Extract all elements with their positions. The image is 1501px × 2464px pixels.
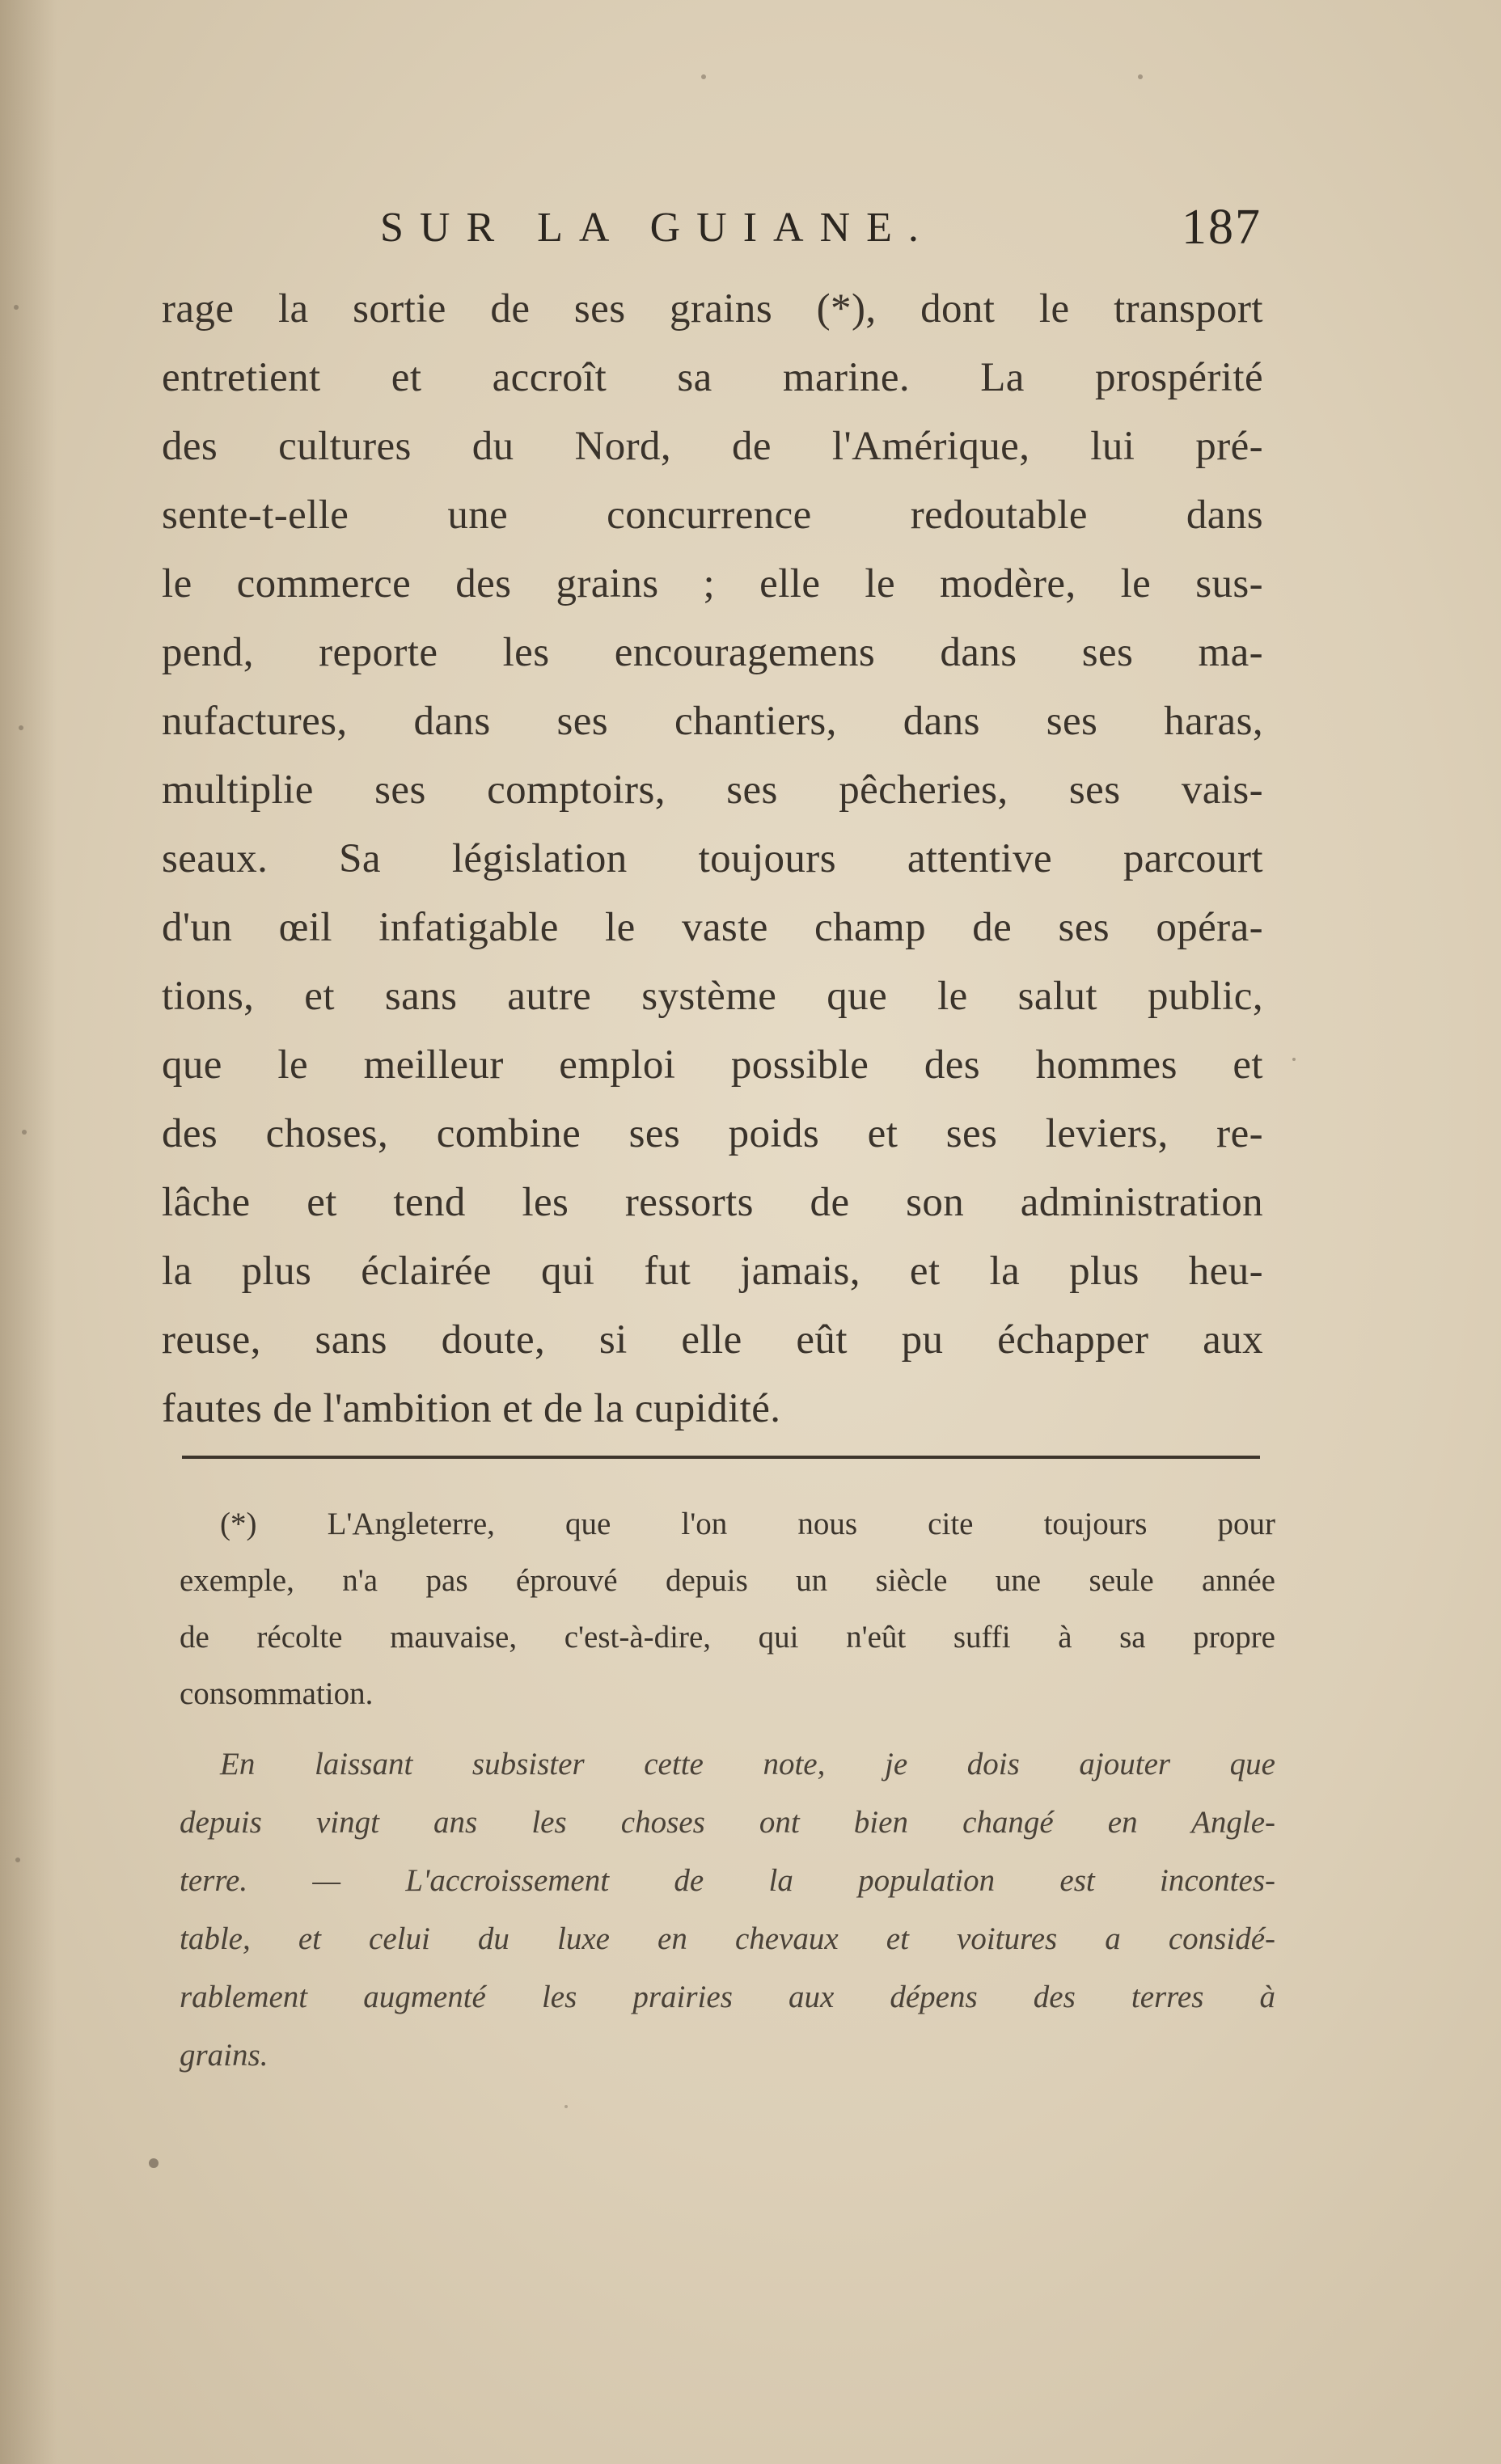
footnote-line: consommation. bbox=[180, 1676, 374, 1711]
binding-gutter-shadow bbox=[0, 0, 57, 2464]
footnote-line: depuis vingt ans les choses ont bien changé en Angle- bbox=[180, 1805, 1275, 1840]
footnote-line: En laissant subsister cette note, je dois ajouter que bbox=[220, 1747, 1275, 1781]
text-line: fautes de l'ambition et de la cupidité. bbox=[162, 1386, 781, 1431]
footnote-line: terre. — L'accroissement de la population est incontes- bbox=[180, 1863, 1275, 1898]
text-line: entretient et accroît sa marine. La prospérité bbox=[162, 355, 1263, 400]
footnote-line: (*) L'Angleterre, que l'on nous cite toujours pour bbox=[220, 1507, 1275, 1541]
footnote-separator-rule bbox=[182, 1456, 1260, 1459]
text-line: nufactures, dans ses chantiers, dans ses haras, bbox=[162, 699, 1263, 744]
running-head bbox=[380, 200, 1262, 260]
footnote bbox=[180, 1496, 1275, 2085]
text-line: pend, reporte les encouragemens dans ses ma- bbox=[162, 630, 1263, 675]
footnote-line: table, et celui du luxe en chevaux et voitures a considé- bbox=[180, 1921, 1275, 1956]
text-line: sente-t-elle une concurrence redoutable dans bbox=[162, 492, 1263, 538]
text-line: seaux. Sa législation toujours attentive parcourt bbox=[162, 836, 1263, 881]
text-line: des choses, combine ses poids et ses leviers, re- bbox=[162, 1111, 1263, 1156]
footnote-line: de récolte mauvaise, c'est-à-dire, qui n'eût suffi à sa propre bbox=[180, 1620, 1275, 1655]
text-line: le commerce des grains ; elle le modère, le sus- bbox=[162, 561, 1263, 606]
page-number: 187 bbox=[1182, 200, 1262, 255]
text-line: reuse, sans doute, si elle eût pu échapper aux bbox=[162, 1317, 1263, 1363]
text-line: que le meilleur emploi possible des hommes et bbox=[162, 1042, 1263, 1088]
text-line: des cultures du Nord, de l'Amérique, lui pré- bbox=[162, 424, 1263, 469]
footnote-paragraph bbox=[180, 1496, 1275, 1722]
text-line: lâche et tend les ressorts de son administration bbox=[162, 1180, 1263, 1225]
text-line: rage la sortie de ses grains (*), dont le transport bbox=[162, 286, 1263, 332]
text-line: multiplie ses comptoirs, ses pêcheries, ses vais- bbox=[162, 767, 1263, 813]
footnote-addendum bbox=[180, 1735, 1275, 2085]
footnote-line: exemple, n'a pas éprouvé depuis un siècle une seule année bbox=[180, 1563, 1275, 1598]
text-line: la plus éclairée qui fut jamais, et la plus heu- bbox=[162, 1249, 1263, 1294]
main-text bbox=[162, 275, 1263, 1443]
text-line: tions, et sans autre système que le salut public, bbox=[162, 974, 1263, 1019]
footnote-line: rablement augmenté les prairies aux dépens des terres à bbox=[180, 1980, 1275, 2014]
running-title: SUR LA GUIANE. bbox=[380, 205, 935, 251]
footnote-line: grains. bbox=[180, 2038, 268, 2073]
text-line: d'un œil infatigable le vaste champ de ses opéra- bbox=[162, 905, 1263, 950]
